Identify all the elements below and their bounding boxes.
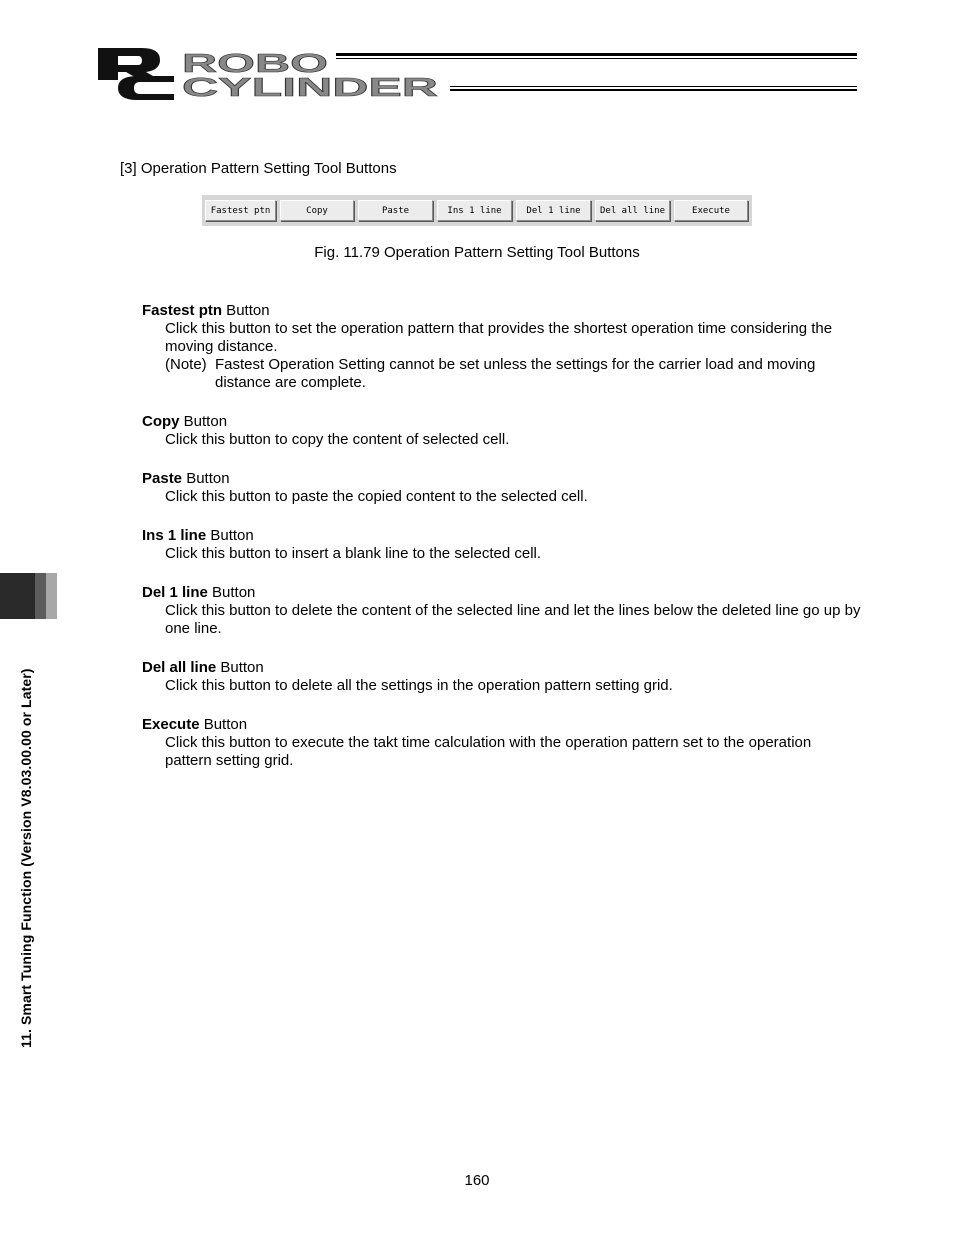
- item-copy: [142, 413, 862, 449]
- item-title: Fastest ptn Button: [142, 302, 270, 319]
- item-description: Click this button to delete the content of the selected line and let the lines below the deleted line go up by one line.: [165, 602, 861, 637]
- item-description: Click this button to execute the takt time calculation with the operation pattern set to the operation pattern setting grid.: [165, 734, 812, 769]
- figure-caption: Fig. 11.79 Operation Pattern Setting Tool Buttons: [314, 244, 640, 261]
- logo-r-mark: [98, 48, 160, 80]
- operation-pattern-toolbar: [202, 195, 752, 226]
- del-all-line-button[interactable]: Del all line: [595, 200, 670, 221]
- item-title: Del all line Button: [142, 659, 264, 676]
- item-del-1-line: [142, 584, 862, 638]
- item-note: [142, 356, 862, 392]
- header-rule-bottom: [450, 86, 857, 92]
- chapter-side-label: 11. Smart Tuning Function (Version V8.03.00.00 or Later): [18, 668, 34, 1048]
- section-heading: [3] Operation Pattern Setting Tool Buttons: [120, 160, 397, 177]
- item-description: Click this button to set the operation pattern that provides the shortest operation time considering the moving distance.: [165, 320, 833, 355]
- item-del-all-line: [142, 659, 862, 695]
- del-1-line-button[interactable]: Del 1 line: [516, 200, 591, 221]
- logo-c-mark: [118, 76, 174, 100]
- item-title: Ins 1 line Button: [142, 527, 254, 544]
- item-title: Execute Button: [142, 716, 248, 733]
- note-label: (Note): [165, 356, 207, 373]
- copy-button[interactable]: Copy: [280, 200, 354, 221]
- item-execute: [142, 716, 862, 770]
- ins-1-line-button[interactable]: Ins 1 line: [437, 200, 512, 221]
- note-text: Fastest Operation Setting cannot be set unless the settings for the carrier load and moving distance are complete.: [215, 356, 816, 391]
- item-description: Click this button to insert a blank line to the selected cell.: [165, 545, 542, 562]
- item-title: Copy Button: [142, 413, 228, 430]
- item-description: Click this button to paste the copied content to the selected cell.: [165, 488, 588, 505]
- item-title: Paste Button: [142, 470, 230, 487]
- brand-line-1: ROBO: [182, 48, 328, 78]
- item-title: Del 1 line Button: [142, 584, 256, 601]
- header-rule-top: [336, 53, 857, 59]
- chapter-tab: [0, 573, 57, 619]
- execute-button[interactable]: Execute: [674, 200, 748, 221]
- item-fastest-ptn: [142, 302, 862, 392]
- paste-button[interactable]: Paste: [358, 200, 433, 221]
- brand-line-2: CYLINDER: [182, 72, 439, 102]
- item-description: Click this button to delete all the settings in the operation pattern setting grid.: [165, 677, 673, 694]
- button-descriptions: [142, 302, 862, 791]
- item-ins-1-line: [142, 527, 862, 563]
- item-paste: [142, 470, 862, 506]
- fastest-ptn-button[interactable]: Fastest ptn: [205, 200, 276, 221]
- page-number: 160: [464, 1172, 490, 1189]
- item-description: Click this button to copy the content of selected cell.: [165, 431, 510, 448]
